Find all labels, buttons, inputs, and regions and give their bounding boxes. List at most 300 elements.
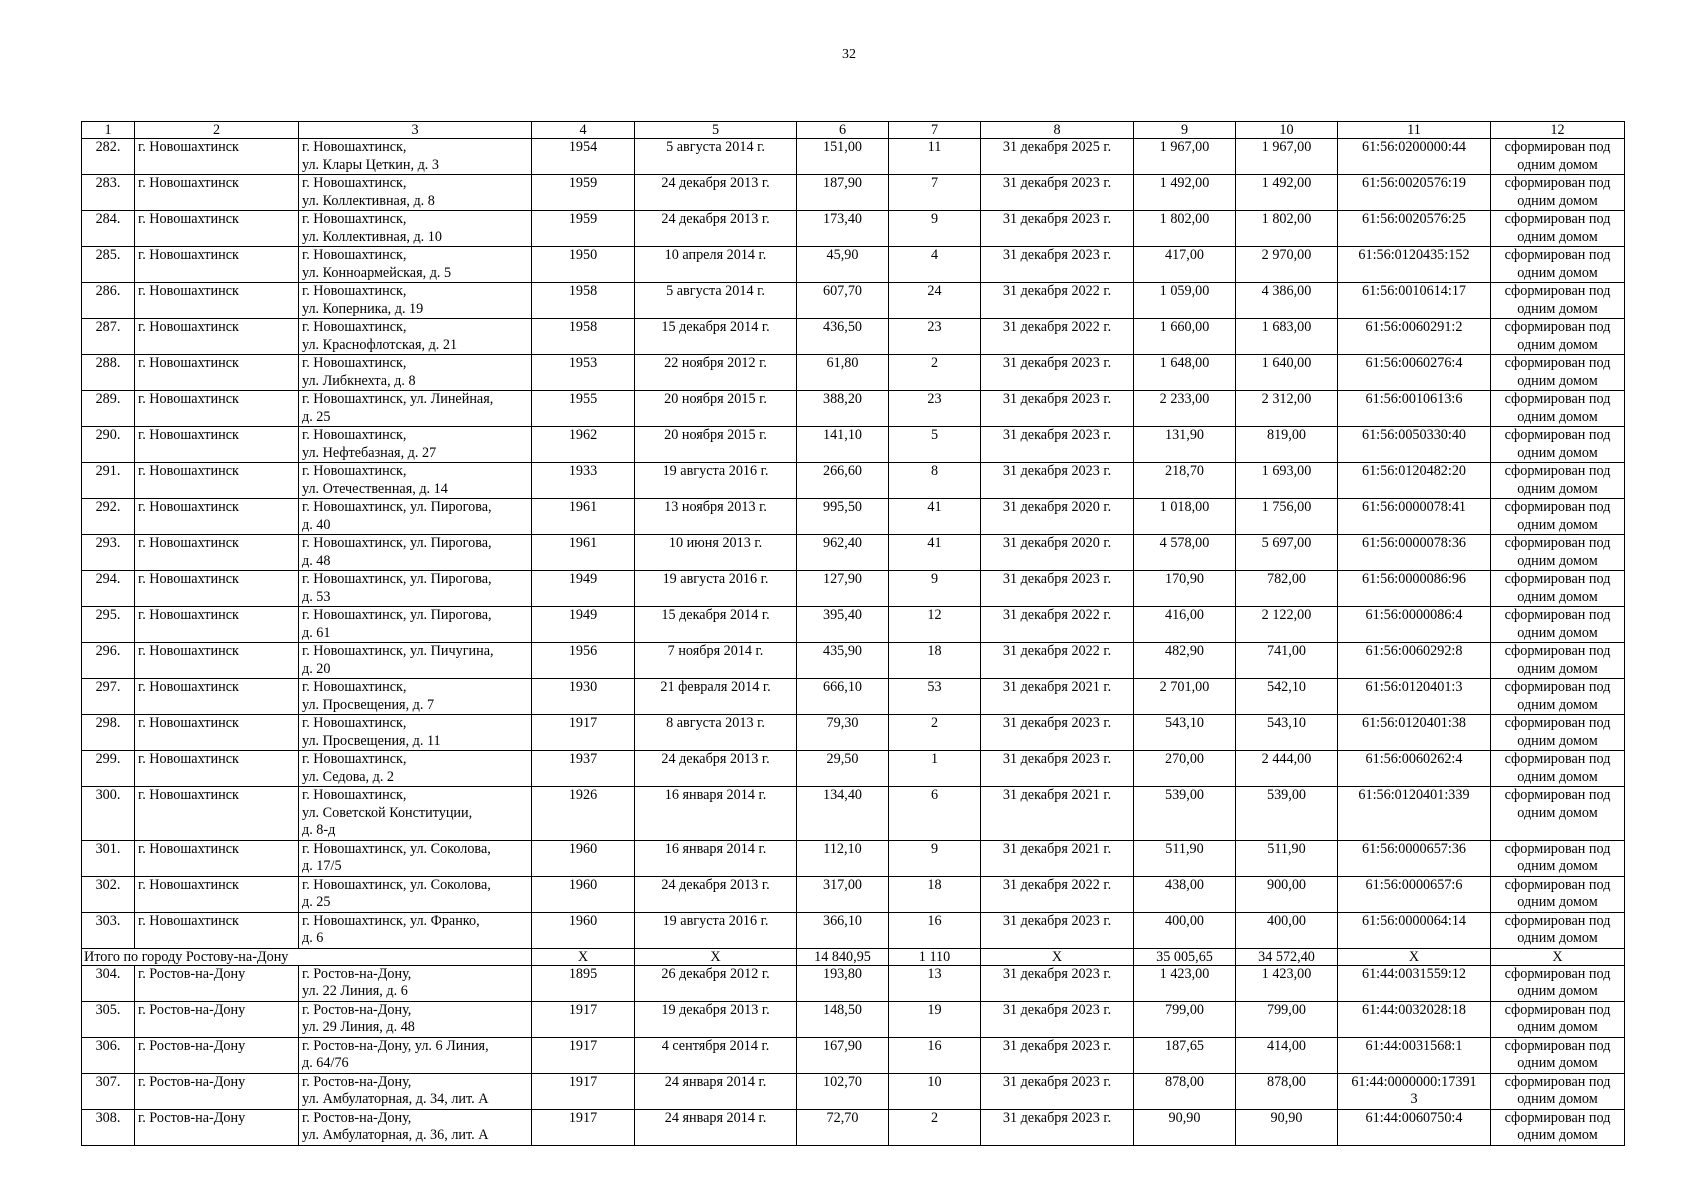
- table-row: [82, 1109, 1625, 1145]
- city-cell: г. Новошахтинск: [135, 751, 299, 787]
- date-cell: 15 декабря 2014 г.: [635, 319, 797, 355]
- col9-cell: 416,00: [1134, 607, 1236, 643]
- col9-cell: 799,00: [1134, 1001, 1236, 1037]
- row-number: 293.: [82, 535, 135, 571]
- address-cell: г. Новошахтинск, ул. Коллективная, д. 10: [299, 211, 532, 247]
- deadline-cell: 31 декабря 2023 г.: [981, 427, 1134, 463]
- date-cell: 10 апреля 2014 г.: [635, 247, 797, 283]
- date-cell: 26 декабря 2012 г.: [635, 965, 797, 1001]
- address-cell: г. Новошахтинск, ул. Соколова, д. 25: [299, 876, 532, 912]
- cadastral-cell: 61:44:0031568:1: [1338, 1037, 1491, 1073]
- cadastral-cell: 61:56:0000657:6: [1338, 876, 1491, 912]
- city-cell: г. Ростов-на-Дону: [135, 1073, 299, 1109]
- address-cell: г. Новошахтинск, ул. Франко, д. 6: [299, 912, 532, 948]
- col10-cell: 543,10: [1236, 715, 1338, 751]
- year-cell: 1959: [532, 175, 635, 211]
- area-cell: 141,10: [797, 427, 889, 463]
- city-cell: г. Новошахтинск: [135, 355, 299, 391]
- date-cell: 19 августа 2016 г.: [635, 463, 797, 499]
- year-cell: 1956: [532, 643, 635, 679]
- table-row: [82, 643, 1625, 679]
- col10-cell: 2 970,00: [1236, 247, 1338, 283]
- year-cell: 1926: [532, 787, 635, 841]
- address-cell: г. Новошахтинск, ул. Коннoармейская, д. 5: [299, 247, 532, 283]
- row-number: 301.: [82, 840, 135, 876]
- city-cell: г. Новошахтинск: [135, 139, 299, 175]
- area-cell: 29,50: [797, 751, 889, 787]
- year-cell: 1937: [532, 751, 635, 787]
- col10-cell: 1 756,00: [1236, 499, 1338, 535]
- table-row: [82, 247, 1625, 283]
- col10-cell: 414,00: [1236, 1037, 1338, 1073]
- date-cell: 5 августа 2014 г.: [635, 283, 797, 319]
- area-cell: 995,50: [797, 499, 889, 535]
- col9-cell: 2 233,00: [1134, 391, 1236, 427]
- people-cell: 2: [889, 355, 981, 391]
- col10-cell: 5 697,00: [1236, 535, 1338, 571]
- status-cell: сформирован под одним домом: [1491, 912, 1625, 948]
- people-cell: 23: [889, 391, 981, 427]
- area-cell: 666,10: [797, 679, 889, 715]
- row-number: 307.: [82, 1073, 135, 1109]
- area-cell: 388,20: [797, 391, 889, 427]
- cadastral-cell: 61:56:0010614:17: [1338, 283, 1491, 319]
- deadline-cell: 31 декабря 2023 г.: [981, 751, 1134, 787]
- column-header: 11: [1338, 122, 1491, 139]
- address-cell: г. Ростов-на-Дону, ул. 29 Линия, д. 48: [299, 1001, 532, 1037]
- city-cell: г. Новошахтинск: [135, 463, 299, 499]
- year-cell: 1958: [532, 319, 635, 355]
- area-cell: 193,80: [797, 965, 889, 1001]
- total-date: X: [635, 948, 797, 965]
- area-cell: 151,00: [797, 139, 889, 175]
- cadastral-cell: 61:56:0020576:25: [1338, 211, 1491, 247]
- col9-cell: 270,00: [1134, 751, 1236, 787]
- date-cell: 21 февраля 2014 г.: [635, 679, 797, 715]
- people-cell: 9: [889, 840, 981, 876]
- cadastral-cell: 61:56:0000064:14: [1338, 912, 1491, 948]
- address-cell: г. Новошахтинск, ул. Краснофлотская, д. 21: [299, 319, 532, 355]
- city-cell: г. Новошахтинск: [135, 283, 299, 319]
- col10-cell: 90,90: [1236, 1109, 1338, 1145]
- area-cell: 127,90: [797, 571, 889, 607]
- address-cell: г. Новошахтинск, ул. Просвещения, д. 11: [299, 715, 532, 751]
- total-area: 14 840,95: [797, 948, 889, 965]
- year-cell: 1895: [532, 965, 635, 1001]
- area-cell: 395,40: [797, 607, 889, 643]
- cadastral-cell: 61:56:0200000:44: [1338, 139, 1491, 175]
- year-cell: 1917: [532, 1073, 635, 1109]
- table-row: [82, 1037, 1625, 1073]
- status-cell: сформирован под одним домом: [1491, 391, 1625, 427]
- people-cell: 5: [889, 427, 981, 463]
- table-row: [82, 607, 1625, 643]
- row-number: 305.: [82, 1001, 135, 1037]
- year-cell: 1949: [532, 571, 635, 607]
- area-cell: 148,50: [797, 1001, 889, 1037]
- col9-cell: 218,70: [1134, 463, 1236, 499]
- date-cell: 7 ноября 2014 г.: [635, 643, 797, 679]
- column-header: 10: [1236, 122, 1338, 139]
- city-cell: г. Новошахтинск: [135, 535, 299, 571]
- cadastral-cell: 61:44:0060750:4: [1338, 1109, 1491, 1145]
- city-cell: г. Новошахтинск: [135, 391, 299, 427]
- area-cell: 266,60: [797, 463, 889, 499]
- column-header: 6: [797, 122, 889, 139]
- city-cell: г. Новошахтинск: [135, 643, 299, 679]
- deadline-cell: 31 декабря 2023 г.: [981, 912, 1134, 948]
- year-cell: 1949: [532, 607, 635, 643]
- city-cell: г. Новошахтинск: [135, 499, 299, 535]
- address-cell: г. Ростов-на-Дону, ул. Амбулаторная, д. 34, лит. А: [299, 1073, 532, 1109]
- cadastral-cell: 61:56:0060262:4: [1338, 751, 1491, 787]
- address-cell: г. Ростов-на-Дону, ул. 6 Линия, д. 64/76: [299, 1037, 532, 1073]
- table-row: [82, 211, 1625, 247]
- status-cell: сформирован под одним домом: [1491, 876, 1625, 912]
- city-cell: г. Новошахтинск: [135, 247, 299, 283]
- date-cell: 10 июня 2013 г.: [635, 535, 797, 571]
- area-cell: 436,50: [797, 319, 889, 355]
- col10-cell: 782,00: [1236, 571, 1338, 607]
- status-cell: сформирован под одним домом: [1491, 679, 1625, 715]
- year-cell: 1955: [532, 391, 635, 427]
- cadastral-cell: 61:56:0060276:4: [1338, 355, 1491, 391]
- year-cell: 1960: [532, 876, 635, 912]
- address-cell: г. Новошахтинск, ул. Пирогова, д. 61: [299, 607, 532, 643]
- people-cell: 41: [889, 499, 981, 535]
- deadline-cell: 31 декабря 2022 г.: [981, 319, 1134, 355]
- table-row: [82, 1073, 1625, 1109]
- status-cell: сформирован под одним домом: [1491, 840, 1625, 876]
- city-cell: г. Ростов-на-Дону: [135, 1037, 299, 1073]
- status-cell: сформирован под одним домом: [1491, 463, 1625, 499]
- status-cell: сформирован под одним домом: [1491, 787, 1625, 841]
- col10-cell: 511,90: [1236, 840, 1338, 876]
- address-cell: г. Ростов-на-Дону, ул. Амбулаторная, д. 36, лит. А: [299, 1109, 532, 1145]
- col9-cell: 482,90: [1134, 643, 1236, 679]
- address-cell: г. Новошахтинск, ул. Просвещения, д. 7: [299, 679, 532, 715]
- people-cell: 11: [889, 139, 981, 175]
- city-cell: г. Новошахтинск: [135, 679, 299, 715]
- date-cell: 24 января 2014 г.: [635, 1109, 797, 1145]
- status-cell: сформирован под одним домом: [1491, 283, 1625, 319]
- date-cell: 20 ноября 2015 г.: [635, 391, 797, 427]
- col10-cell: 542,10: [1236, 679, 1338, 715]
- area-cell: 134,40: [797, 787, 889, 841]
- col10-cell: 1 802,00: [1236, 211, 1338, 247]
- city-cell: г. Новошахтинск: [135, 175, 299, 211]
- cadastral-cell: 61:56:0060292:8: [1338, 643, 1491, 679]
- city-cell: г. Новошахтинск: [135, 912, 299, 948]
- status-cell: сформирован под одним домом: [1491, 139, 1625, 175]
- address-cell: г. Новошахтинск, ул. Пичугина, д. 20: [299, 643, 532, 679]
- col10-cell: 1 423,00: [1236, 965, 1338, 1001]
- col10-cell: 1 492,00: [1236, 175, 1338, 211]
- status-cell: сформирован под одним домом: [1491, 643, 1625, 679]
- row-number: 282.: [82, 139, 135, 175]
- row-number: 288.: [82, 355, 135, 391]
- status-cell: сформирован под одним домом: [1491, 175, 1625, 211]
- deadline-cell: 31 декабря 2023 г.: [981, 247, 1134, 283]
- col9-cell: 511,90: [1134, 840, 1236, 876]
- col9-cell: 417,00: [1134, 247, 1236, 283]
- col9-cell: 2 701,00: [1134, 679, 1236, 715]
- deadline-cell: 31 декабря 2023 г.: [981, 463, 1134, 499]
- date-cell: 24 декабря 2013 г.: [635, 751, 797, 787]
- people-cell: 16: [889, 1037, 981, 1073]
- address-cell: г. Новошахтинск, ул. Коллективная, д. 8: [299, 175, 532, 211]
- address-cell: г. Новошахтинск, ул. Соколова, д. 17/5: [299, 840, 532, 876]
- total-section: [82, 948, 1625, 965]
- column-header: 3: [299, 122, 532, 139]
- date-cell: 24 января 2014 г.: [635, 1073, 797, 1109]
- people-cell: 6: [889, 787, 981, 841]
- col9-cell: 1 967,00: [1134, 139, 1236, 175]
- deadline-cell: 31 декабря 2021 г.: [981, 679, 1134, 715]
- column-header: 9: [1134, 122, 1236, 139]
- city-cell: г. Новошахтинск: [135, 840, 299, 876]
- row-number: 295.: [82, 607, 135, 643]
- city-cell: г. Ростов-на-Дону: [135, 965, 299, 1001]
- year-cell: 1958: [532, 283, 635, 319]
- people-cell: 18: [889, 643, 981, 679]
- col9-cell: 543,10: [1134, 715, 1236, 751]
- area-cell: 45,90: [797, 247, 889, 283]
- area-cell: 79,30: [797, 715, 889, 751]
- cadastral-cell: 61:56:0060291:2: [1338, 319, 1491, 355]
- table-row: [82, 283, 1625, 319]
- area-cell: 61,80: [797, 355, 889, 391]
- column-header: 7: [889, 122, 981, 139]
- cadastral-cell: 61:44:0031559:12: [1338, 965, 1491, 1001]
- col10-cell: 400,00: [1236, 912, 1338, 948]
- date-cell: 5 августа 2014 г.: [635, 139, 797, 175]
- address-cell: г. Новошахтинск, ул. Клары Цеткин, д. 3: [299, 139, 532, 175]
- cadastral-cell: 61:56:0120435:152: [1338, 247, 1491, 283]
- row-number: 303.: [82, 912, 135, 948]
- table-row: [82, 912, 1625, 948]
- deadline-cell: 31 декабря 2023 г.: [981, 1109, 1134, 1145]
- people-cell: 13: [889, 965, 981, 1001]
- year-cell: 1917: [532, 1001, 635, 1037]
- cadastral-cell: 61:56:0000078:36: [1338, 535, 1491, 571]
- deadline-cell: 31 декабря 2023 г.: [981, 175, 1134, 211]
- cadastral-cell: 61:56:0120401:3: [1338, 679, 1491, 715]
- deadline-cell: 31 декабря 2022 г.: [981, 283, 1134, 319]
- people-cell: 7: [889, 175, 981, 211]
- people-cell: 16: [889, 912, 981, 948]
- deadline-cell: 31 декабря 2020 г.: [981, 499, 1134, 535]
- table-row: [82, 427, 1625, 463]
- col10-cell: 2 444,00: [1236, 751, 1338, 787]
- status-cell: сформирован под одним домом: [1491, 965, 1625, 1001]
- address-cell: г. Новошахтинск, ул. Линейная, д. 25: [299, 391, 532, 427]
- row-number: 298.: [82, 715, 135, 751]
- total-col10: 34 572,40: [1236, 948, 1338, 965]
- row-number: 284.: [82, 211, 135, 247]
- deadline-cell: 31 декабря 2022 г.: [981, 607, 1134, 643]
- table-row: [82, 571, 1625, 607]
- people-cell: 9: [889, 211, 981, 247]
- col10-cell: 1 693,00: [1236, 463, 1338, 499]
- table-row: [82, 499, 1625, 535]
- deadline-cell: 31 декабря 2020 г.: [981, 535, 1134, 571]
- deadline-cell: 31 декабря 2023 г.: [981, 211, 1134, 247]
- date-cell: 24 декабря 2013 г.: [635, 175, 797, 211]
- table-row: [82, 965, 1625, 1001]
- row-number: 287.: [82, 319, 135, 355]
- column-number-row: [82, 122, 1625, 139]
- area-cell: 317,00: [797, 876, 889, 912]
- deadline-cell: 31 декабря 2022 г.: [981, 643, 1134, 679]
- deadline-cell: 31 декабря 2023 г.: [981, 965, 1134, 1001]
- city-cell: г. Новошахтинск: [135, 876, 299, 912]
- column-header: 12: [1491, 122, 1625, 139]
- cadastral-cell: 61:44:0032028:18: [1338, 1001, 1491, 1037]
- table-row: [82, 355, 1625, 391]
- col9-cell: 1 660,00: [1134, 319, 1236, 355]
- status-cell: сформирован под одним домом: [1491, 1073, 1625, 1109]
- date-cell: 24 декабря 2013 г.: [635, 876, 797, 912]
- address-cell: г. Новошахтинск, ул. Советской Конституции, д. 8-д: [299, 787, 532, 841]
- cadastral-cell: 61:56:0000086:96: [1338, 571, 1491, 607]
- status-cell: сформирован под одним домом: [1491, 571, 1625, 607]
- date-cell: 19 августа 2016 г.: [635, 571, 797, 607]
- year-cell: 1962: [532, 427, 635, 463]
- deadline-cell: 31 декабря 2023 г.: [981, 1073, 1134, 1109]
- column-header: 4: [532, 122, 635, 139]
- people-cell: 2: [889, 715, 981, 751]
- area-cell: 962,40: [797, 535, 889, 571]
- people-cell: 24: [889, 283, 981, 319]
- total-status: X: [1491, 948, 1625, 965]
- date-cell: 16 января 2014 г.: [635, 787, 797, 841]
- address-cell: г. Новошахтинск, ул. Пирогова, д. 40: [299, 499, 532, 535]
- row-number: 292.: [82, 499, 135, 535]
- col9-cell: 438,00: [1134, 876, 1236, 912]
- total-row: [82, 948, 1625, 965]
- col9-cell: 1 802,00: [1134, 211, 1236, 247]
- people-cell: 9: [889, 571, 981, 607]
- row-number: 304.: [82, 965, 135, 1001]
- year-cell: 1917: [532, 1037, 635, 1073]
- col10-cell: 1 967,00: [1236, 139, 1338, 175]
- status-cell: сформирован под одним домом: [1491, 319, 1625, 355]
- col10-cell: 1 683,00: [1236, 319, 1338, 355]
- people-cell: 10: [889, 1073, 981, 1109]
- deadline-cell: 31 декабря 2021 г.: [981, 840, 1134, 876]
- year-cell: 1960: [532, 840, 635, 876]
- col9-cell: 878,00: [1134, 1073, 1236, 1109]
- area-cell: 187,90: [797, 175, 889, 211]
- address-cell: г. Новошахтинск, ул. Коперника, д. 19: [299, 283, 532, 319]
- city-cell: г. Ростов-на-Дону: [135, 1109, 299, 1145]
- deadline-cell: 31 декабря 2023 г.: [981, 391, 1134, 427]
- deadline-cell: 31 декабря 2023 г.: [981, 715, 1134, 751]
- year-cell: 1930: [532, 679, 635, 715]
- status-cell: сформирован под одним домом: [1491, 211, 1625, 247]
- col9-cell: 1 059,00: [1134, 283, 1236, 319]
- area-cell: 167,90: [797, 1037, 889, 1073]
- cadastral-cell: 61:56:0000078:41: [1338, 499, 1491, 535]
- row-number: 283.: [82, 175, 135, 211]
- status-cell: сформирован под одним домом: [1491, 427, 1625, 463]
- col10-cell: 539,00: [1236, 787, 1338, 841]
- col9-cell: 90,90: [1134, 1109, 1236, 1145]
- people-cell: 41: [889, 535, 981, 571]
- rows-novoshakhtinsk: [82, 139, 1625, 949]
- status-cell: сформирован под одним домом: [1491, 1001, 1625, 1037]
- year-cell: 1954: [532, 139, 635, 175]
- people-cell: 19: [889, 1001, 981, 1037]
- page-number: 32: [842, 47, 856, 62]
- col10-cell: 1 640,00: [1236, 355, 1338, 391]
- row-number: 308.: [82, 1109, 135, 1145]
- col9-cell: 400,00: [1134, 912, 1236, 948]
- total-year: X: [532, 948, 635, 965]
- date-cell: 15 декабря 2014 г.: [635, 607, 797, 643]
- table-row: [82, 175, 1625, 211]
- date-cell: 22 ноября 2012 г.: [635, 355, 797, 391]
- area-cell: 366,10: [797, 912, 889, 948]
- row-number: 299.: [82, 751, 135, 787]
- col10-cell: 4 386,00: [1236, 283, 1338, 319]
- table-row: [82, 787, 1625, 841]
- status-cell: сформирован под одним домом: [1491, 1109, 1625, 1145]
- date-cell: 8 августа 2013 г.: [635, 715, 797, 751]
- date-cell: 19 августа 2016 г.: [635, 912, 797, 948]
- year-cell: 1961: [532, 499, 635, 535]
- column-header: 5: [635, 122, 797, 139]
- row-number: 297.: [82, 679, 135, 715]
- city-cell: г. Новошахтинск: [135, 607, 299, 643]
- col10-cell: 2 312,00: [1236, 391, 1338, 427]
- year-cell: 1917: [532, 715, 635, 751]
- cadastral-cell: 61:56:0050330:40: [1338, 427, 1491, 463]
- city-cell: г. Ростов-на-Дону: [135, 1001, 299, 1037]
- col10-cell: 741,00: [1236, 643, 1338, 679]
- row-number: 285.: [82, 247, 135, 283]
- cadastral-cell: 61:56:0120482:20: [1338, 463, 1491, 499]
- status-cell: сформирован под одним домом: [1491, 607, 1625, 643]
- table-row: [82, 319, 1625, 355]
- cadastral-cell: 61:44:0000000:17391 3: [1338, 1073, 1491, 1109]
- date-cell: 13 ноября 2013 г.: [635, 499, 797, 535]
- table-row: [82, 139, 1625, 175]
- table-row: [82, 840, 1625, 876]
- col10-cell: 878,00: [1236, 1073, 1338, 1109]
- area-cell: 435,90: [797, 643, 889, 679]
- table-row: [82, 463, 1625, 499]
- row-number: 302.: [82, 876, 135, 912]
- people-cell: 53: [889, 679, 981, 715]
- col10-cell: 819,00: [1236, 427, 1338, 463]
- housing-table: [81, 121, 1625, 1146]
- status-cell: сформирован под одним домом: [1491, 715, 1625, 751]
- status-cell: сформирован под одним домом: [1491, 499, 1625, 535]
- row-number: 286.: [82, 283, 135, 319]
- cadastral-cell: 61:56:0020576:19: [1338, 175, 1491, 211]
- city-cell: г. Новошахтинск: [135, 319, 299, 355]
- col10-cell: 900,00: [1236, 876, 1338, 912]
- total-deadline: X: [981, 948, 1134, 965]
- area-cell: 72,70: [797, 1109, 889, 1145]
- col9-cell: 131,90: [1134, 427, 1236, 463]
- col9-cell: 187,65: [1134, 1037, 1236, 1073]
- row-number: 289.: [82, 391, 135, 427]
- address-cell: г. Новошахтинск, ул. Либкнехта, д. 8: [299, 355, 532, 391]
- col9-cell: 1 492,00: [1134, 175, 1236, 211]
